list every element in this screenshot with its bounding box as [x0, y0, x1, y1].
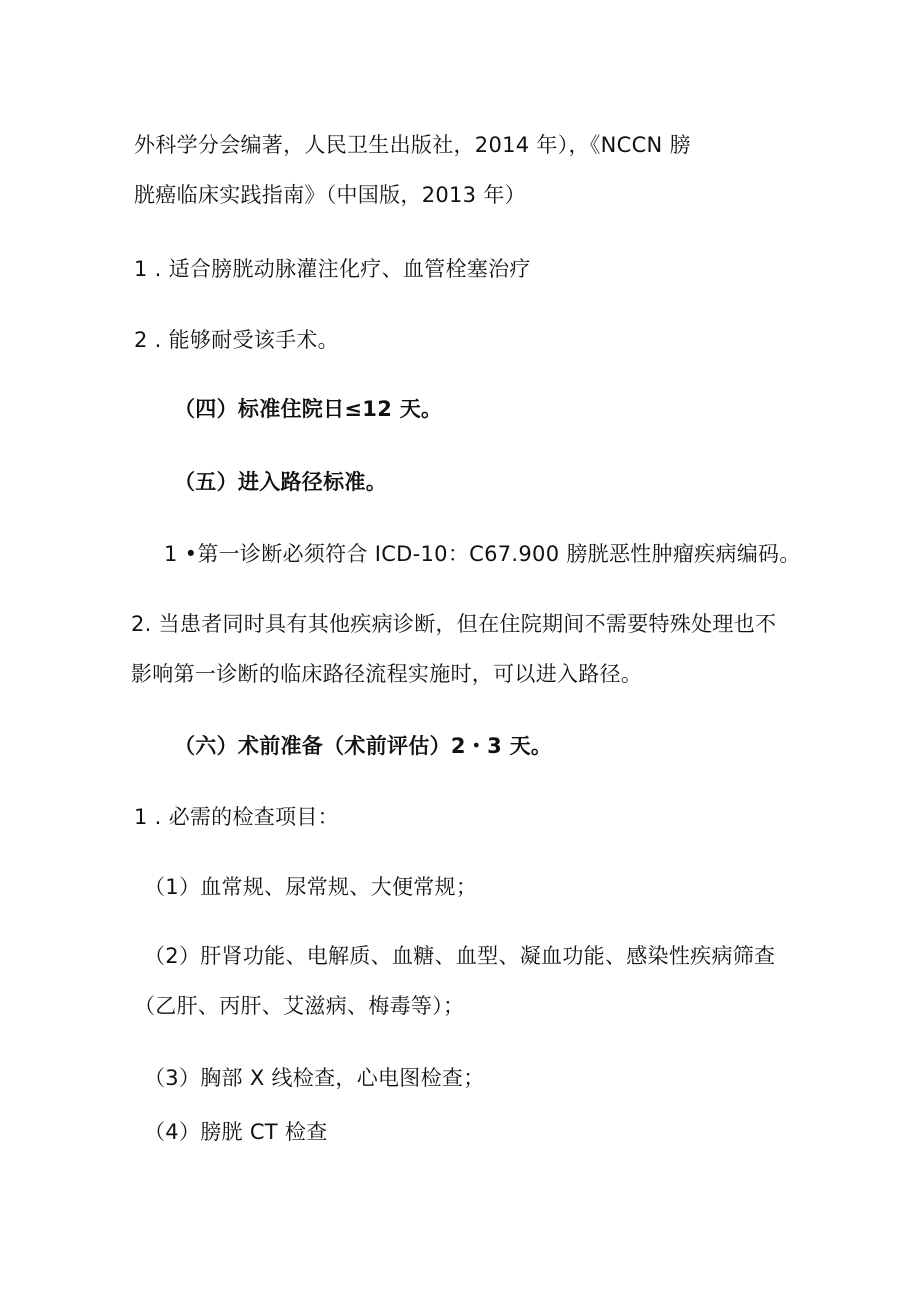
criteria-item-2: 2 . 能够耐受该手术。 [134, 328, 339, 352]
section-heading-5: （五）进入路径标准。 [174, 470, 387, 494]
section-heading-6: （六）术前准备（术前评估）2・3 天。 [174, 734, 553, 758]
pathway-item-1: 1 •第一诊断必须符合 ICD-10：C67.900 膀胱恶性肿瘤疾病编码。 [164, 542, 801, 566]
pathway-item-2-line-2: 影响第一诊断的临床路径流程实施时，可以进入路径。 [131, 662, 643, 686]
pathway-item-2-line-1: 2. 当患者同时具有其他疾病诊断，但在住院期间不需要特殊处理也不 [131, 612, 777, 636]
criteria-item-1: 1 . 适合膀胱动脉灌注化疗、血管栓塞治疗 [134, 257, 531, 281]
exam-item-3: （3）胸部 X 线检查，心电图检查； [144, 1066, 485, 1090]
exam-item-2-line-2: （乙肝、丙肝、艾滋病、梅毒等）； [134, 994, 465, 1018]
section-heading-4: （四）标准住院日≤12 天。 [174, 397, 443, 421]
reference-line-1: 外科学分会编著，人民卫生出版社，2014 年），《NCCN 膀 [134, 133, 691, 157]
exam-item-4: （4）膀胱 CT 检查 [144, 1120, 328, 1144]
exam-item-1: （1）血常规、尿常规、大便常规； [144, 875, 478, 899]
exam-item-2-line-1: （2）肝肾功能、电解质、血糖、血型、凝血功能、感染性疾病筛查 [144, 944, 776, 968]
reference-line-2: 胱癌临床实践指南》（中国版，2013 年） [134, 183, 526, 207]
preop-item-1: 1 . 必需的检查项目： [134, 805, 339, 829]
